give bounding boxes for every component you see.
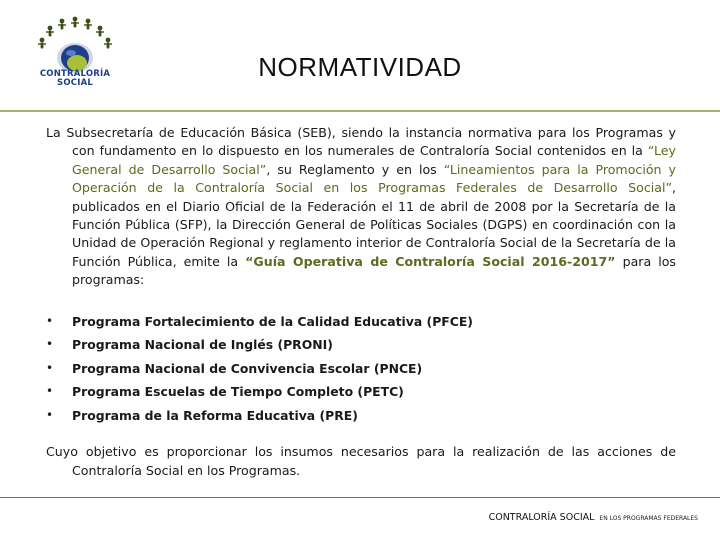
program-name: Programa Nacional de Convivencia Escolar (PNCE) [72, 360, 423, 376]
intro-text-1: La Subsecretaría de Educación Básica (SEB), siendo la instancia normativa para los Programas y con fundamento en lo dispuesto en los numerales de Contraloría Social contenidos en la [46, 125, 676, 159]
bullet-icon: • [46, 313, 54, 328]
program-name: Programa Escuelas de Tiempo Completo (PETC) [72, 384, 404, 400]
list-item [46, 333, 676, 357]
contraloria-social-logo [30, 14, 120, 94]
intro-text-4: para los programas: [72, 253, 676, 288]
program-name: Programa de la Reforma Educativa (PRE) [72, 407, 358, 423]
page-title: NORMATIVIDAD [258, 52, 462, 82]
main-content [46, 124, 676, 480]
programs-list [46, 310, 676, 428]
logo-text-line2: SOCIAL [57, 78, 93, 88]
bullet-icon: • [46, 384, 54, 399]
program-name: Programa Nacional de Inglés (PRONI) [72, 337, 333, 353]
bullet-icon: • [46, 360, 54, 375]
list-item [46, 310, 676, 334]
lineamientos-title: “Lineamientos para la Promoción y Operación de la Contraloría Social en los Programas Federales de Desarrollo Social” [72, 161, 676, 196]
footer-divider [0, 497, 720, 498]
guia-operativa-title: “Guía Operativa de Contraloría Social 2016-2017” [245, 253, 616, 269]
header-divider [0, 110, 720, 112]
intro-text-3: , publicados en el Diario Oficial de la Federación el 11 de abril de 2008 por la Secretaría de la Función Pública (SFP), la Dirección General de Políticas Sociales (DGPS) en coordinación con la Unidad de Operación Regional y reglamento interior de Contraloría Social de la Secretaría de la Función Pública, emite la [72, 180, 676, 269]
list-item [46, 380, 676, 404]
intro-paragraph [46, 124, 676, 290]
list-item [46, 404, 676, 428]
bullet-icon: • [46, 407, 54, 422]
intro-text-2: , su Reglamento y en los [266, 161, 444, 177]
footer [489, 505, 698, 524]
logo-text-line1: CONTRALORÍA [39, 69, 111, 79]
program-name: Programa Fortalecimiento de la Calidad Educativa (PFCE) [72, 313, 473, 329]
list-item [46, 357, 676, 381]
closing-paragraph: Cuyo objetivo es proporcionar los insumos necesarios para la realización de las acciones de Contraloría Social en los Programas. [46, 444, 676, 478]
bullet-icon: • [46, 337, 54, 352]
footer-sub-text: EN LOS PROGRAMAS FEDERALES [599, 515, 698, 522]
footer-main-text: CONTRALORÍA SOCIAL [488, 512, 595, 523]
ley-general-title: “Ley General de Desarrollo Social” [72, 143, 676, 177]
